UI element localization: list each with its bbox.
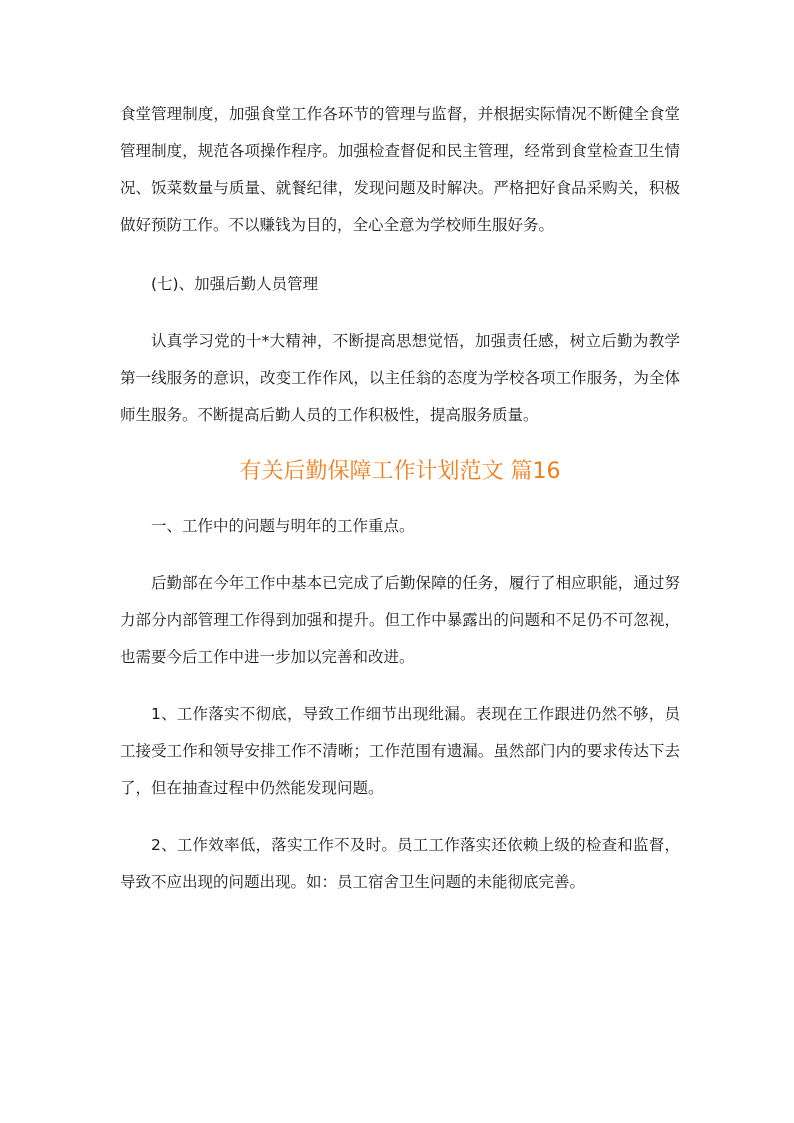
document-page xyxy=(120,96,680,901)
section-title: 有关后勤保障工作计划范文 篇16 xyxy=(239,459,561,484)
paragraph-logistics-summary: 后勤部在今年工作中基本已完成了后勤保障的任务，履行了相应职能，通过努力部分内部管理工作得到加强和提升。但工作中暴露出的问题和不足仍不可忽视，也需要今后工作中进一步加以完善和改进。 xyxy=(120,574,680,666)
paragraph-issue-2: 2、工作效率低，落实工作不及时。员工工作落实还依赖上级的检查和监督，导致不应出现的问题出现。如：员工宿舍卫生问题的未能彻底完善。 xyxy=(120,836,680,891)
paragraph-subheading-staff-management: (七)、加强后勤人员管理 xyxy=(151,275,319,293)
paragraph-problems-heading: 一、工作中的问题与明年的工作重点。 xyxy=(151,517,415,535)
paragraph-study-spirit: 认真学习党的十*大精神，不断提高思想觉悟，加强责任感，树立后勤为教学第一线服务的意识，改变工作作风，以主任翁的态度为学校各项工作服务，为全体师生服务。不断提高后勤人员的工作积极性，提高服务质量。 xyxy=(120,332,680,424)
paragraph-canteen-management: 食堂管理制度，加强食堂工作各环节的管理与监督，并根据实际情况不断健全食堂管理制度，规范各项操作程序。加强检查督促和民主管理，经常到食堂检查卫生情况、饭菜数量与质量、就餐纪律，发现问题及时解决。严格把好食品采购关，积极做好预防工作。不以赚钱为目的，全心全意为学校师生服好务。 xyxy=(120,105,680,234)
paragraph-issue-1: 1、工作落实不彻底，导致工作细节出现纰漏。表现在工作跟进仍然不够，员工接受工作和领导安排工作不清晰；工作范围有遗漏。虽然部门内的要求传达下去了，但在抽查过程中仍然能发现问题。 xyxy=(120,705,680,797)
